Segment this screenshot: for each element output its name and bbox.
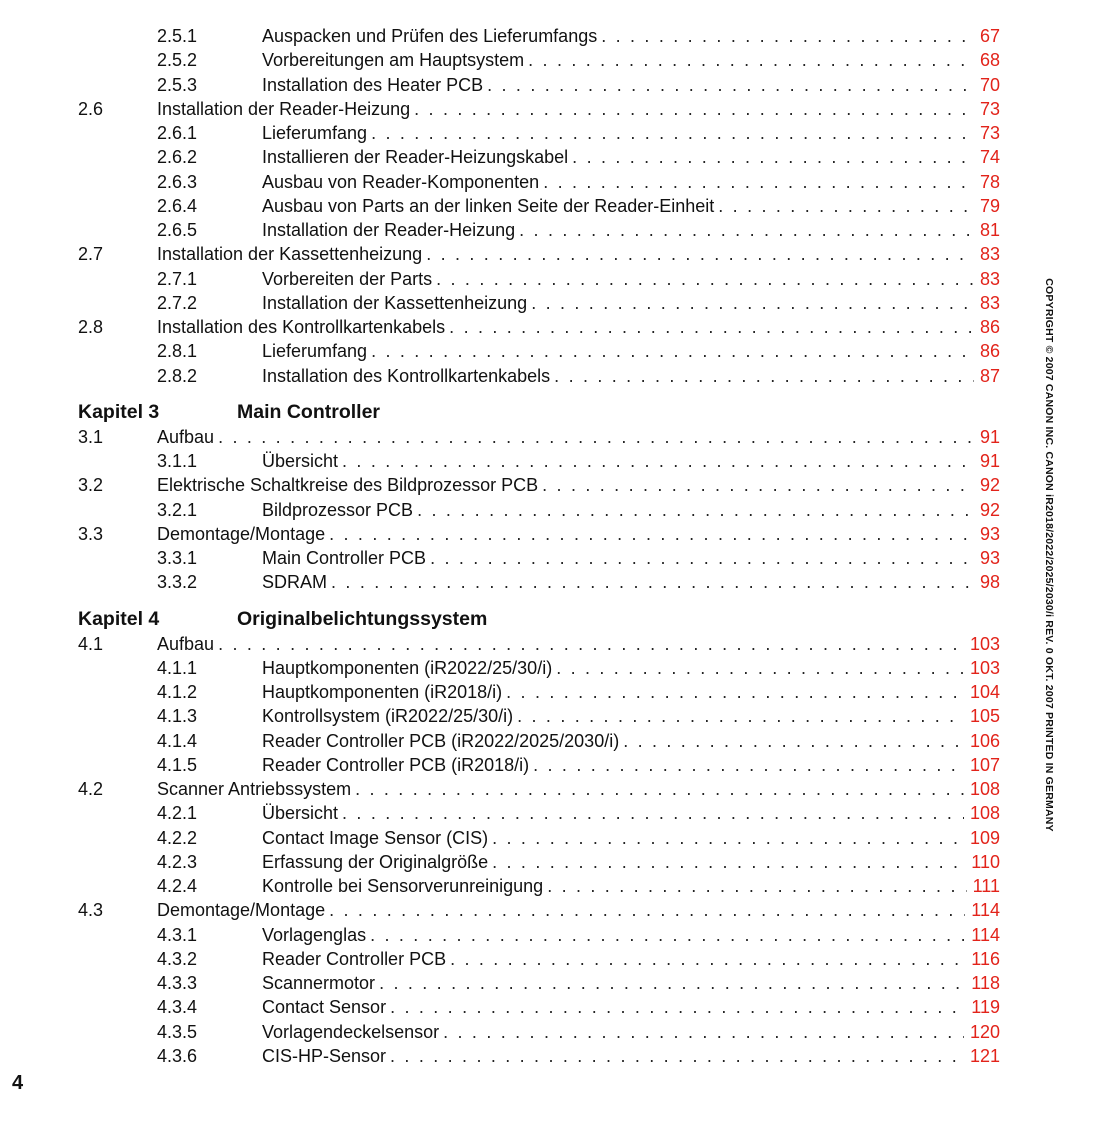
toc-entry[interactable] <box>0 267 1105 291</box>
toc-entry-page[interactable]: 119 <box>971 997 1000 1017</box>
toc-entry-title[interactable]: Bildprozessor PCB <box>262 500 414 520</box>
toc-entry-title-line <box>262 753 968 777</box>
toc-entry-page[interactable]: 79 <box>979 196 1000 216</box>
toc-entry-title-line <box>262 826 968 850</box>
toc-entry-title-line <box>157 777 968 801</box>
toc-entry-title-line <box>262 947 969 971</box>
toc-entry-number: 3.3.2 <box>157 572 198 592</box>
toc-entry[interactable] <box>0 315 1105 339</box>
toc-entry-title-line <box>262 267 978 291</box>
dot-leader <box>371 339 974 363</box>
toc-entry-title[interactable]: Scannermotor <box>262 973 376 993</box>
toc-entry[interactable] <box>0 242 1105 266</box>
toc-entry-title[interactable]: Installation der Kassettenheizung <box>157 244 423 264</box>
toc-entry-number: 4.2.2 <box>157 828 198 848</box>
dot-leader <box>492 850 965 874</box>
toc-entry-number: 3.2 <box>78 475 104 495</box>
toc-entry-title[interactable]: CIS-HP-Sensor <box>262 1046 387 1066</box>
toc-entry[interactable] <box>0 570 1105 594</box>
toc-entry-title-line <box>262 48 978 72</box>
toc-entry-title[interactable]: Ausbau von Reader-Komponenten <box>262 172 540 192</box>
toc-entry-page[interactable]: 114 <box>971 900 1000 920</box>
toc-entry[interactable] <box>0 995 1105 1019</box>
dot-leader <box>430 546 974 570</box>
toc-entry-number: 4.2 <box>78 779 104 799</box>
toc-entry-title[interactable]: Contact Sensor <box>262 997 387 1017</box>
toc-entry-title[interactable]: Ausbau von Parts an der linken Seite der Reader-Einheit <box>262 196 715 216</box>
toc-entry-number: 4.3.1 <box>157 925 198 945</box>
toc-entry-title-line <box>262 218 978 242</box>
dot-leader <box>450 947 965 971</box>
toc-entry-number: 2.8.1 <box>157 341 198 361</box>
toc-entry-number: 4.2.1 <box>157 803 198 823</box>
toc-entry-title[interactable]: Installation der Reader-Heizung <box>157 99 411 119</box>
dot-leader <box>543 170 974 194</box>
toc-entry-page[interactable]: 92 <box>979 475 1000 495</box>
toc-entry[interactable] <box>0 850 1105 874</box>
toc-entry-page[interactable]: 107 <box>969 755 1000 775</box>
toc-entry-number: 3.2.1 <box>157 500 198 520</box>
toc-entry-number: 3.1.1 <box>157 451 198 471</box>
toc-entry-title[interactable]: Demontage/Montage <box>157 900 326 920</box>
dot-leader <box>572 145 974 169</box>
toc-entry-title-line <box>262 364 978 388</box>
toc-entry-number: 2.5.1 <box>157 26 198 46</box>
toc-entry-number: 3.3 <box>78 524 104 544</box>
dot-leader <box>449 315 974 339</box>
toc-entry-page[interactable]: 114 <box>971 925 1000 945</box>
chapter-title: Main Controller <box>237 400 381 423</box>
toc-entry[interactable] <box>0 632 1105 656</box>
toc-entry-number: 4.3.2 <box>157 949 198 969</box>
toc-entry-page[interactable]: 108 <box>969 779 1000 799</box>
toc-entry-number: 2.6.1 <box>157 123 198 143</box>
toc-entry-number: 2.7.2 <box>157 293 198 313</box>
toc-entry-page[interactable]: 93 <box>979 524 1000 544</box>
toc-entry[interactable] <box>0 522 1105 546</box>
toc-entry[interactable] <box>0 656 1105 680</box>
toc-entry-title[interactable]: Reader Controller PCB (iR2022/2025/2030/i) <box>262 731 620 751</box>
chapter-label: Kapitel 3 <box>78 400 160 423</box>
toc-entry[interactable] <box>0 425 1105 449</box>
toc-entry-page[interactable]: 121 <box>969 1046 1000 1066</box>
toc-entry[interactable] <box>0 704 1105 728</box>
toc-entry-number: 4.1.3 <box>157 706 198 726</box>
toc-entry-title-line <box>157 242 978 266</box>
toc-entry[interactable] <box>0 339 1105 363</box>
toc-entry-number: 4.1.1 <box>157 658 198 678</box>
toc-entry-page[interactable]: 110 <box>971 852 1000 872</box>
dot-leader <box>531 291 974 315</box>
toc-entry-page[interactable]: 116 <box>971 949 1000 969</box>
dot-leader <box>390 995 965 1019</box>
page-number: 4 <box>12 1072 24 1094</box>
toc-entry[interactable] <box>0 777 1105 801</box>
toc-entry-number: 4.2.4 <box>157 876 198 896</box>
toc-entry-page[interactable]: 78 <box>979 172 1000 192</box>
toc-entry-page[interactable]: 86 <box>979 341 1000 361</box>
toc-entry-page[interactable]: 70 <box>979 75 1000 95</box>
toc-entry-page[interactable]: 109 <box>969 828 1000 848</box>
dot-leader <box>542 473 974 497</box>
toc-entry-title[interactable]: Vorlagendeckelsensor <box>262 1022 440 1042</box>
dot-leader <box>414 97 974 121</box>
toc-entry-title-line <box>262 874 971 898</box>
toc-entry[interactable] <box>0 546 1105 570</box>
toc-entry-title[interactable]: Contact Image Sensor (CIS) <box>262 828 489 848</box>
dot-leader <box>355 777 964 801</box>
toc-entry-title-line <box>157 425 978 449</box>
toc-entry-title-line <box>262 339 978 363</box>
toc-entry-page[interactable]: 103 <box>969 634 1000 654</box>
toc-entry-title-line <box>262 449 978 473</box>
copyright-text: COPYRIGHT © 2007 CANON INC. CANON iR2018/2022/2025/2030/i REV. 0 OKT. 2007 PRINTED IN GERMANY <box>1043 278 1055 832</box>
toc-entry-page[interactable]: 73 <box>979 123 1000 143</box>
toc-entry-title[interactable]: Installation des Kontrollkartenkabels <box>262 366 551 386</box>
toc-entry-number: 2.5.2 <box>157 50 198 70</box>
toc-entry[interactable] <box>0 121 1105 145</box>
dot-leader <box>379 971 965 995</box>
toc-entry-number: 2.8 <box>78 317 104 337</box>
dot-leader <box>417 498 974 522</box>
toc-entry-number: 4.3 <box>78 900 104 920</box>
toc-entry-title-line <box>262 801 968 825</box>
dot-leader <box>218 632 964 656</box>
toc-entry-title[interactable]: Übersicht <box>262 451 339 471</box>
toc-entry-number: 3.3.1 <box>157 548 198 568</box>
toc-entry-title-line <box>262 546 978 570</box>
toc-entry-number: 4.3.6 <box>157 1046 198 1066</box>
toc-entry[interactable] <box>0 145 1105 169</box>
toc-entry[interactable] <box>0 194 1105 218</box>
toc-entry-number: 2.5.3 <box>157 75 198 95</box>
toc-entry-title-line <box>157 315 978 339</box>
dot-leader <box>342 801 964 825</box>
toc-entry-page[interactable]: 105 <box>969 706 1000 726</box>
toc-entry-title-line <box>262 704 968 728</box>
toc-entry-title[interactable]: Installation der Kassettenheizung <box>262 293 528 313</box>
toc-entry-page[interactable]: 91 <box>979 427 1000 447</box>
toc-entry-title-line <box>262 570 978 594</box>
toc-entry-page[interactable]: 91 <box>979 451 1000 471</box>
toc-entry[interactable] <box>0 73 1105 97</box>
toc-entry-number: 2.6.3 <box>157 172 198 192</box>
toc-entry-page[interactable]: 87 <box>979 366 1000 386</box>
toc-entry-title[interactable]: Aufbau <box>157 427 215 447</box>
toc-entry[interactable] <box>0 449 1105 473</box>
toc-entry-page[interactable]: 83 <box>979 293 1000 313</box>
dot-leader <box>528 48 974 72</box>
toc-entry[interactable] <box>0 874 1105 898</box>
toc-entry-title-line <box>262 680 968 704</box>
toc-entry-title[interactable]: Installation des Heater PCB <box>262 75 484 95</box>
dot-leader <box>329 898 965 922</box>
toc-entry-title-line <box>262 1044 968 1068</box>
dot-leader <box>718 194 974 218</box>
toc-entry-title-line <box>262 729 968 753</box>
toc-entry-title[interactable]: Vorbereitungen am Hauptsystem <box>262 50 525 70</box>
toc-entry-title-line <box>157 473 978 497</box>
toc-entry-title[interactable]: Installation des Kontrollkartenkabels <box>157 317 446 337</box>
toc-entry-title-line <box>262 995 969 1019</box>
toc-entry-number: 4.1.2 <box>157 682 198 702</box>
toc-entry-title-line <box>262 73 978 97</box>
toc-entry-title[interactable]: Kontrollsystem (iR2022/25/30/i) <box>262 706 514 726</box>
toc-entry-title[interactable]: Lieferumfang <box>262 123 368 143</box>
dot-leader <box>342 449 974 473</box>
toc-entry-page[interactable]: 83 <box>979 244 1000 264</box>
toc-entry-title-line <box>157 522 978 546</box>
toc-entry-page[interactable]: 81 <box>979 220 1000 240</box>
toc-entry-title[interactable]: Reader Controller PCB <box>262 949 447 969</box>
toc-entry-number: 4.3.3 <box>157 973 198 993</box>
toc-entry-title-line <box>262 291 978 315</box>
toc-entry-title[interactable]: Main Controller PCB <box>262 548 427 568</box>
dot-leader <box>443 1020 964 1044</box>
toc-entry-title-line <box>262 24 978 48</box>
dot-leader <box>370 923 965 947</box>
toc-entry-title[interactable]: Elektrische Schaltkreise des Bildprozessor PCB <box>157 475 539 495</box>
dot-leader <box>218 425 974 449</box>
dot-leader <box>547 874 966 898</box>
toc-entry-title[interactable]: Vorlagenglas <box>262 925 367 945</box>
toc-entry[interactable] <box>0 170 1105 194</box>
toc-entry-number: 2.6 <box>78 99 104 119</box>
toc-entry-title-line <box>262 498 978 522</box>
toc-entry-title[interactable]: Auspacken und Prüfen des Lieferumfangs <box>262 26 598 46</box>
toc-entry-title[interactable]: Erfassung der Originalgröße <box>262 852 489 872</box>
toc-entry-title-line <box>262 170 978 194</box>
toc-entry-page[interactable]: 74 <box>979 147 1000 167</box>
toc-entry-page[interactable]: 86 <box>979 317 1000 337</box>
toc-entry-page[interactable]: 83 <box>979 269 1000 289</box>
dot-leader <box>601 24 974 48</box>
toc-entry[interactable] <box>0 291 1105 315</box>
toc-entry[interactable] <box>0 923 1105 947</box>
toc-entry-number: 2.6.2 <box>157 147 198 167</box>
toc-entry-title[interactable]: Hauptkomponenten (iR2018/i) <box>262 682 503 702</box>
dot-leader <box>371 121 974 145</box>
toc-entry[interactable] <box>0 364 1105 388</box>
toc-entry-number: 2.7 <box>78 244 104 264</box>
toc-entry-title[interactable]: Demontage/Montage <box>157 524 326 544</box>
chapter-title: Originalbelichtungssystem <box>237 607 488 630</box>
toc-entry-title-line <box>262 145 978 169</box>
dot-leader <box>517 704 964 728</box>
toc-entry[interactable] <box>0 1044 1105 1068</box>
toc-entry[interactable] <box>0 898 1105 922</box>
dot-leader <box>519 218 974 242</box>
toc-entry-number: 4.1.4 <box>157 731 198 751</box>
toc-entry[interactable] <box>0 498 1105 522</box>
toc-entry-title[interactable]: Lieferumfang <box>262 341 368 361</box>
toc-entry-title-line <box>157 632 968 656</box>
toc-entry-page[interactable]: 106 <box>969 731 1000 751</box>
toc-entry[interactable] <box>0 971 1105 995</box>
toc-entry-number: 3.1 <box>78 427 104 447</box>
toc-entry-title-line <box>157 898 969 922</box>
toc-entry-page[interactable]: 73 <box>979 99 1000 119</box>
toc-entry-page[interactable]: 98 <box>979 572 1000 592</box>
toc-entry-page[interactable]: 92 <box>979 500 1000 520</box>
dot-leader <box>623 729 964 753</box>
toc-entry-title[interactable]: Aufbau <box>157 634 215 654</box>
toc-entry[interactable] <box>0 1020 1105 1044</box>
toc-entry[interactable] <box>0 801 1105 825</box>
toc-entry-page[interactable]: 93 <box>979 548 1000 568</box>
dot-leader <box>331 570 974 594</box>
dot-leader <box>390 1044 964 1068</box>
toc-entry-title-line <box>262 1020 968 1044</box>
toc-entry-title-line <box>262 850 969 874</box>
toc-entry[interactable] <box>0 826 1105 850</box>
toc-entry[interactable] <box>0 729 1105 753</box>
toc-entry[interactable] <box>0 24 1105 48</box>
toc-entry-title-line <box>262 923 969 947</box>
toc-entry-number: 2.7.1 <box>157 269 198 289</box>
toc-entry[interactable] <box>0 48 1105 72</box>
toc-entry-title-line <box>262 656 968 680</box>
toc-entry-page[interactable]: 108 <box>969 803 1000 823</box>
toc-entry-title[interactable]: Installieren der Reader-Heizungskabel <box>262 147 569 167</box>
toc-entry-title[interactable]: Vorbereiten der Parts <box>262 269 433 289</box>
toc-entry-title-line <box>262 971 969 995</box>
toc-entry[interactable] <box>0 947 1105 971</box>
dot-leader <box>492 826 964 850</box>
dot-leader <box>556 656 964 680</box>
toc-entry-number: 2.6.4 <box>157 196 198 216</box>
dot-leader <box>329 522 974 546</box>
toc-entry-page[interactable]: 118 <box>971 973 1000 993</box>
dot-leader <box>487 73 974 97</box>
toc-entry[interactable] <box>0 97 1105 121</box>
toc-entry-title[interactable]: SDRAM <box>262 572 328 592</box>
toc-entry-page[interactable]: 104 <box>969 682 1000 702</box>
toc-entry-page[interactable]: 103 <box>969 658 1000 678</box>
toc-entry-title-line <box>262 121 978 145</box>
toc-entry-page[interactable]: 120 <box>969 1022 1000 1042</box>
toc-entry-title[interactable]: Hauptkomponenten (iR2022/25/30/i) <box>262 658 553 678</box>
toc-entry-title[interactable]: Reader Controller PCB (iR2018/i) <box>262 755 530 775</box>
dot-leader <box>554 364 974 388</box>
toc-entry-number: 4.1.5 <box>157 755 198 775</box>
toc-entry-title[interactable]: Installation der Reader-Heizung <box>262 220 516 240</box>
toc-entry-number: 4.3.5 <box>157 1022 198 1042</box>
toc-entry-page[interactable]: 68 <box>979 50 1000 70</box>
toc-entry[interactable] <box>0 753 1105 777</box>
toc-entry-number: 4.2.3 <box>157 852 198 872</box>
dot-leader <box>533 753 964 777</box>
toc-entry-number: 4.1 <box>78 634 104 654</box>
toc-entry[interactable] <box>0 473 1105 497</box>
toc-entry-title[interactable]: Übersicht <box>262 803 339 823</box>
toc-entry-title[interactable]: Kontrolle bei Sensorverunreinigung <box>262 876 544 896</box>
dot-leader <box>426 242 974 266</box>
toc-entry-title[interactable]: Scanner Antriebssystem <box>157 779 352 799</box>
toc-entry-number: 4.3.4 <box>157 997 198 1017</box>
toc-entry[interactable] <box>0 680 1105 704</box>
dot-leader <box>436 267 974 291</box>
chapter-label: Kapitel 4 <box>78 607 160 630</box>
toc-entry-page[interactable]: 111 <box>972 876 1000 896</box>
toc-entry-title-line <box>157 97 978 121</box>
toc-entry[interactable] <box>0 218 1105 242</box>
dot-leader <box>506 680 964 704</box>
toc-entry-page[interactable]: 67 <box>979 26 1000 46</box>
toc-entry-number: 2.6.5 <box>157 220 198 240</box>
toc-entry-title-line <box>262 194 978 218</box>
toc-entry-number: 2.8.2 <box>157 366 198 386</box>
